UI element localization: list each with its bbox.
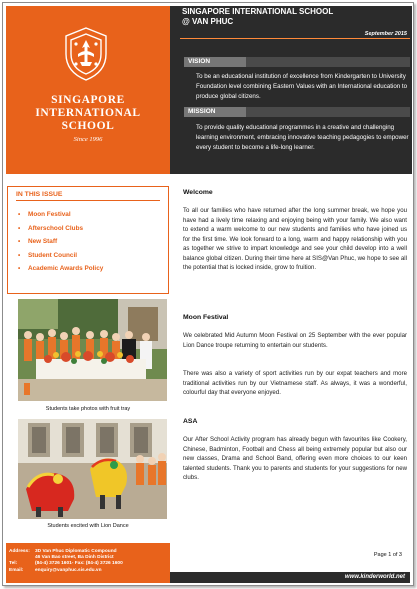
mission-rule <box>246 107 410 117</box>
photo-caption-fruit-tray: Students take photos with fruit tray <box>45 406 131 412</box>
header-divider <box>180 38 410 39</box>
issue-list <box>18 209 103 277</box>
in-this-issue-rule <box>16 200 160 201</box>
bullet-icon: • <box>18 211 21 218</box>
newsletter-header <box>170 6 412 174</box>
footer-contact <box>6 543 170 583</box>
photo-lion-dance <box>18 419 167 519</box>
footer-tel: Tel: (84-4) 3726 1601- Fax: (84-4) 3726 1600 <box>9 561 123 566</box>
bullet-icon: • <box>18 224 21 232</box>
issue-item[interactable]: • Afterschool Clubs <box>18 223 103 237</box>
issue-item[interactable]: • Academic Awards Policy <box>18 263 103 277</box>
footer-bar <box>170 572 410 583</box>
vision-text: To be an educational institution of excellence from Kindergarten to University Foundation level combining Eastern Values with an International education to produce global citizens. <box>196 73 408 100</box>
photo-fruit-tray <box>18 299 167 401</box>
header-title-line2: @ VAN PHUC <box>182 17 234 26</box>
since-label: Since 1996 <box>73 136 103 143</box>
vision-label: VISION <box>184 57 246 67</box>
asa-heading: ASA <box>183 418 198 425</box>
asa-text: Our After School Activity program has already begun with favourites like Cookery, Chinese, Badminton, Football and Chess all being extremely popular but also our new classes, Drama and School Band, offering even more choices to our keen talented students. Thank you to parents and students for your suggestions for new clubs. <box>183 436 407 481</box>
moon-festival-heading: Moon Festival <box>183 314 229 321</box>
header-title-line1: SINGAPORE INTERNATIONAL SCHOOL <box>182 7 334 16</box>
bullet-icon: • <box>18 251 21 259</box>
welcome-text: To all our families who have returned after the long summer break, we hope you have had a lively time relaxing and enjoying being with your family. We also want to extend a warm welcome to our new students and families who have joined us for the first time. We look forward to a long, warm and happy relationship with you as together we strive to impart knowledge and see your child develop into a well balance global citizen. During their time here at SIS@Van Phuc, we hope to see all the potential that is locked inside, grow to fruition. <box>183 207 407 271</box>
newsletter-footer <box>6 543 410 583</box>
page-number: Page 1 of 3 <box>373 552 402 558</box>
in-this-issue-box <box>7 186 169 294</box>
footer-address-line1: Address: 3D Van Phuc Diplomatic Compound <box>9 549 117 554</box>
mission-label: MISSION <box>184 107 246 117</box>
moon-festival-text-1: We celebrated Mid Autumn Moon Festival on 25 September with the ever popular Lion Dance troupe returning to entertain our students. <box>183 332 407 349</box>
issue-item[interactable]: • Student Council <box>18 250 103 264</box>
mission-text: To provide quality educational programmes in a creative and challenging learning environment, embracing innovative teaching pedagogies to empower every student to become a life-long learner. <box>196 124 409 151</box>
issue-date: September 2015 <box>364 31 407 37</box>
bullet-icon: • <box>18 265 21 272</box>
issue-item[interactable]: • New Staff <box>18 236 103 250</box>
bullet-icon: • <box>18 238 21 245</box>
newsletter-page <box>2 2 414 586</box>
logo-panel <box>6 6 170 174</box>
welcome-heading: Welcome <box>183 189 213 196</box>
moon-festival-text-2: There was also a variety of sport activities run by our expat teachers and more traditional activities run by our Vietnamese staff. As always, it was a wonderful, colourful day that everyone enjoyed. <box>183 370 407 396</box>
school-seal-icon <box>58 24 114 84</box>
school-name-line3: SCHOOL <box>61 120 115 132</box>
vision-rule <box>246 57 410 67</box>
school-name-line2: INTERNATIONAL <box>35 107 141 119</box>
photo-caption-lion-dance: Students excited with Lion Dance <box>47 523 129 529</box>
footer-right <box>170 543 410 583</box>
website-link[interactable]: www.kinderworld.net <box>344 574 405 580</box>
in-this-issue-title: IN THIS ISSUE <box>16 191 63 198</box>
issue-item[interactable]: • Moon Festival <box>18 209 103 223</box>
footer-email[interactable]: Email: enquiry@vanphuc.sis.edu.vn <box>9 568 102 573</box>
footer-address-line2: 46 Van Bao street, Ba Dinh District <box>35 555 114 560</box>
school-name-line1: SINGAPORE <box>51 94 125 106</box>
